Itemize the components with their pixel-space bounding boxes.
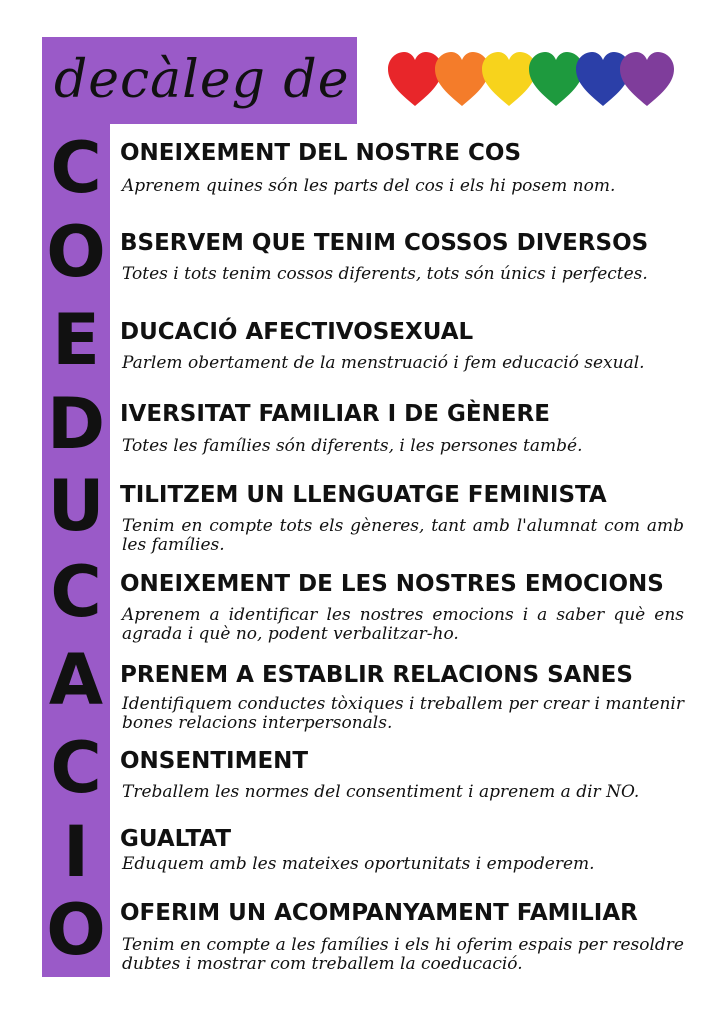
item-heading: ONEIXEMENT DE LES NOSTRES EMOCIONS	[120, 571, 664, 597]
item-description: Eduquem amb les mateixes oportunitats i empoderem.	[122, 854, 595, 874]
item-description: Treballem les normes del consentiment i aprenem a dir NO.	[122, 782, 640, 802]
item-description: Tenim en compte a les famílies i els hi oferim espais per resoldre dubtes i mostrar com treballem la coeducació.	[122, 935, 684, 974]
page-title: decàleg de	[54, 50, 350, 110]
item-description: Identifiquem conductes tòxiques i treballem per crear i mantenir bones relacions interpersonals.	[122, 694, 684, 733]
heart-icon	[576, 52, 630, 106]
item-description: Tenim en compte tots els gèneres, tant amb l'alumnat com amb les famílies.	[122, 516, 684, 555]
heart-icon	[435, 52, 489, 106]
acrostic-letter: U	[47, 465, 105, 547]
item-heading: ONSENTIMENT	[120, 748, 309, 774]
heart-icon	[482, 52, 536, 106]
item-heading: ONEIXEMENT DEL NOSTRE COS	[120, 140, 522, 166]
item-description: Aprenem a identificar les nostres emocions i a saber què ens agrada i què no, podent verbalitzar-ho.	[122, 605, 684, 644]
item-heading: GUALTAT	[120, 826, 232, 852]
acrostic-letter: A	[48, 639, 104, 721]
acrostic-letter: D	[46, 383, 106, 465]
heart-icon	[529, 52, 583, 106]
heart-icon	[620, 52, 674, 106]
acrostic-letter: I	[62, 811, 90, 893]
item-heading: OFERIM UN ACOMPANYAMENT FAMILIAR	[120, 900, 638, 926]
item-heading: PRENEM A ESTABLIR RELACIONS SANES	[120, 662, 633, 688]
acrostic-letter: O	[46, 889, 106, 971]
item-description: Parlem obertament de la menstruació i fem educació sexual.	[122, 353, 645, 373]
item-heading: BSERVEM QUE TENIM COSSOS DIVERSOS	[120, 230, 649, 256]
acrostic-letter: C	[50, 551, 102, 633]
acrostic-letter: O	[46, 211, 106, 293]
heart-icon	[388, 52, 442, 106]
item-description: Aprenem quines són les parts del cos i els hi posem nom.	[122, 176, 616, 196]
acrostic-letter: C	[50, 127, 102, 209]
item-heading: TILITZEM UN LLENGUATGE FEMINISTA	[120, 482, 607, 508]
rainbow-hearts	[388, 52, 678, 110]
item-heading: DUCACIÓ AFECTIVOSEXUAL	[120, 319, 474, 345]
item-heading: IVERSITAT FAMILIAR I DE GÈNERE	[120, 401, 550, 427]
acrostic-letter: C	[50, 727, 102, 809]
item-description: Totes les famílies són diferents, i les persones també.	[122, 436, 583, 456]
acrostic-letter: E	[52, 299, 100, 381]
item-description: Totes i tots tenim cossos diferents, tots són únics i perfectes.	[122, 264, 648, 284]
